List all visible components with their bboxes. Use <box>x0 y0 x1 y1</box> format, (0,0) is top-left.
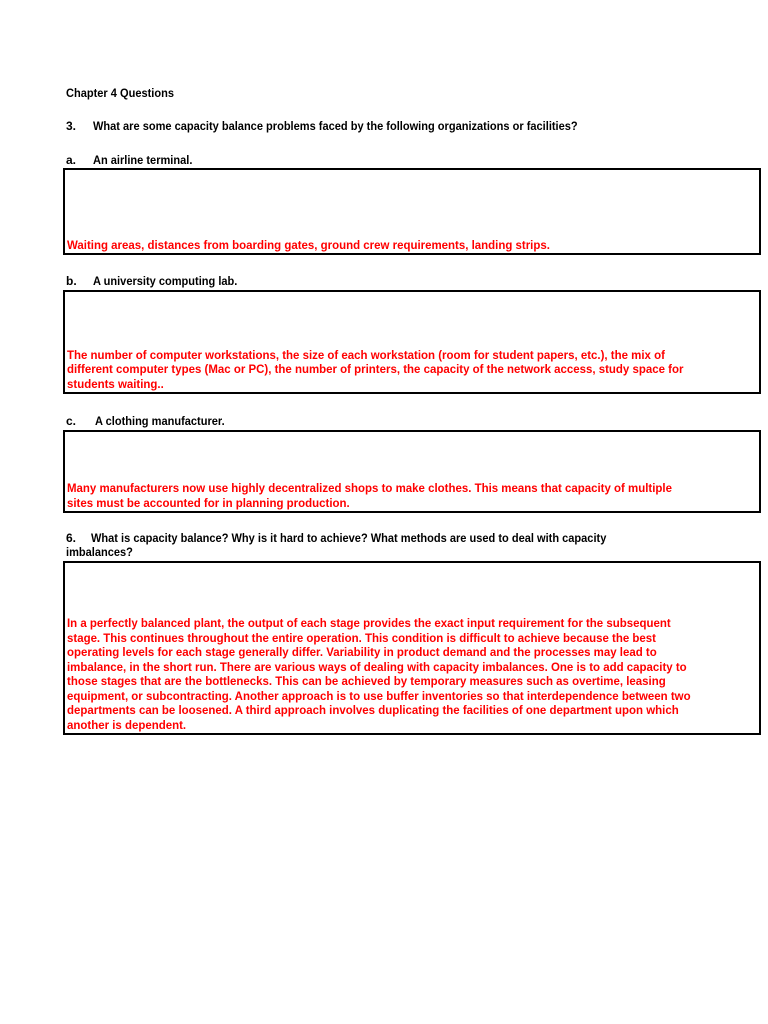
answer-box-c <box>63 430 761 513</box>
answer-6-line: stage. This continues throughout the entire operation. This condition is difficult to achieve because the best <box>67 630 656 645</box>
answer-6-line: those stages that are the bottlenecks. This can be achieved by temporary measures such as overtime, leasing <box>67 674 666 688</box>
page-title: Chapter 4 Questions <box>66 86 174 100</box>
answer-c <box>67 481 755 510</box>
question-6-number: 6. <box>66 531 77 545</box>
part-a-prompt: An airline terminal. <box>93 153 193 167</box>
answer-6-line: operating levels for each stage generally differ. Variability in product demand and the processes may lead to <box>67 645 657 659</box>
answer-box-a <box>63 168 761 255</box>
answer-6-line: imbalance, in the short run. There are various ways of dealing with capacity imbalances. One is to add capacity to <box>67 659 687 674</box>
answer-6-line: equipment, or subcontracting. Another approach is to use buffer inventories so that interdependence between two <box>67 688 691 703</box>
answer-b-line: students waiting.. <box>67 376 164 391</box>
answer-6 <box>67 616 755 732</box>
part-c-letter: c. <box>66 414 77 428</box>
answer-c-line: sites must be accounted for in planning production. <box>67 495 350 510</box>
answer-6-line: departments can be loosened. A third approach involves duplicating the facilities of one department upon which <box>67 703 679 717</box>
part-a-letter: a. <box>66 153 77 167</box>
answer-box-b <box>63 290 761 394</box>
question-6-text-continued: imbalances? <box>66 545 133 559</box>
answer-6-line: In a perfectly balanced plant, the output of each stage provides the exact input requirement for the subsequent <box>67 616 671 630</box>
answer-b-line: The number of computer workstations, the size of each workstation (room for student papers, etc.), the mix of <box>67 347 665 362</box>
answer-a-line: Waiting areas, distances from boarding gates, ground crew requirements, landing strips. <box>67 237 550 252</box>
answer-box-6 <box>63 561 761 735</box>
part-b-letter: b. <box>66 274 77 288</box>
question-6-text: What is capacity balance? Why is it hard to achieve? What methods are used to deal with capacity <box>91 531 607 545</box>
answer-c-line: Many manufacturers now use highly decentralized shops to make clothes. This means that capacity of multiple <box>67 481 672 495</box>
part-b-prompt: A university computing lab. <box>93 274 238 288</box>
answer-6-line: another is dependent. <box>67 717 187 732</box>
question-3-text: What are some capacity balance problems faced by the following organizations or facilities? <box>93 119 578 133</box>
answer-b <box>67 348 755 392</box>
part-c-prompt: A clothing manufacturer. <box>95 414 225 428</box>
question-3-number: 3. <box>66 119 77 133</box>
answer-b-line: different computer types (Mac or PC), the number of printers, the capacity of the network access, study space for <box>67 362 684 376</box>
answer-a <box>67 238 755 253</box>
